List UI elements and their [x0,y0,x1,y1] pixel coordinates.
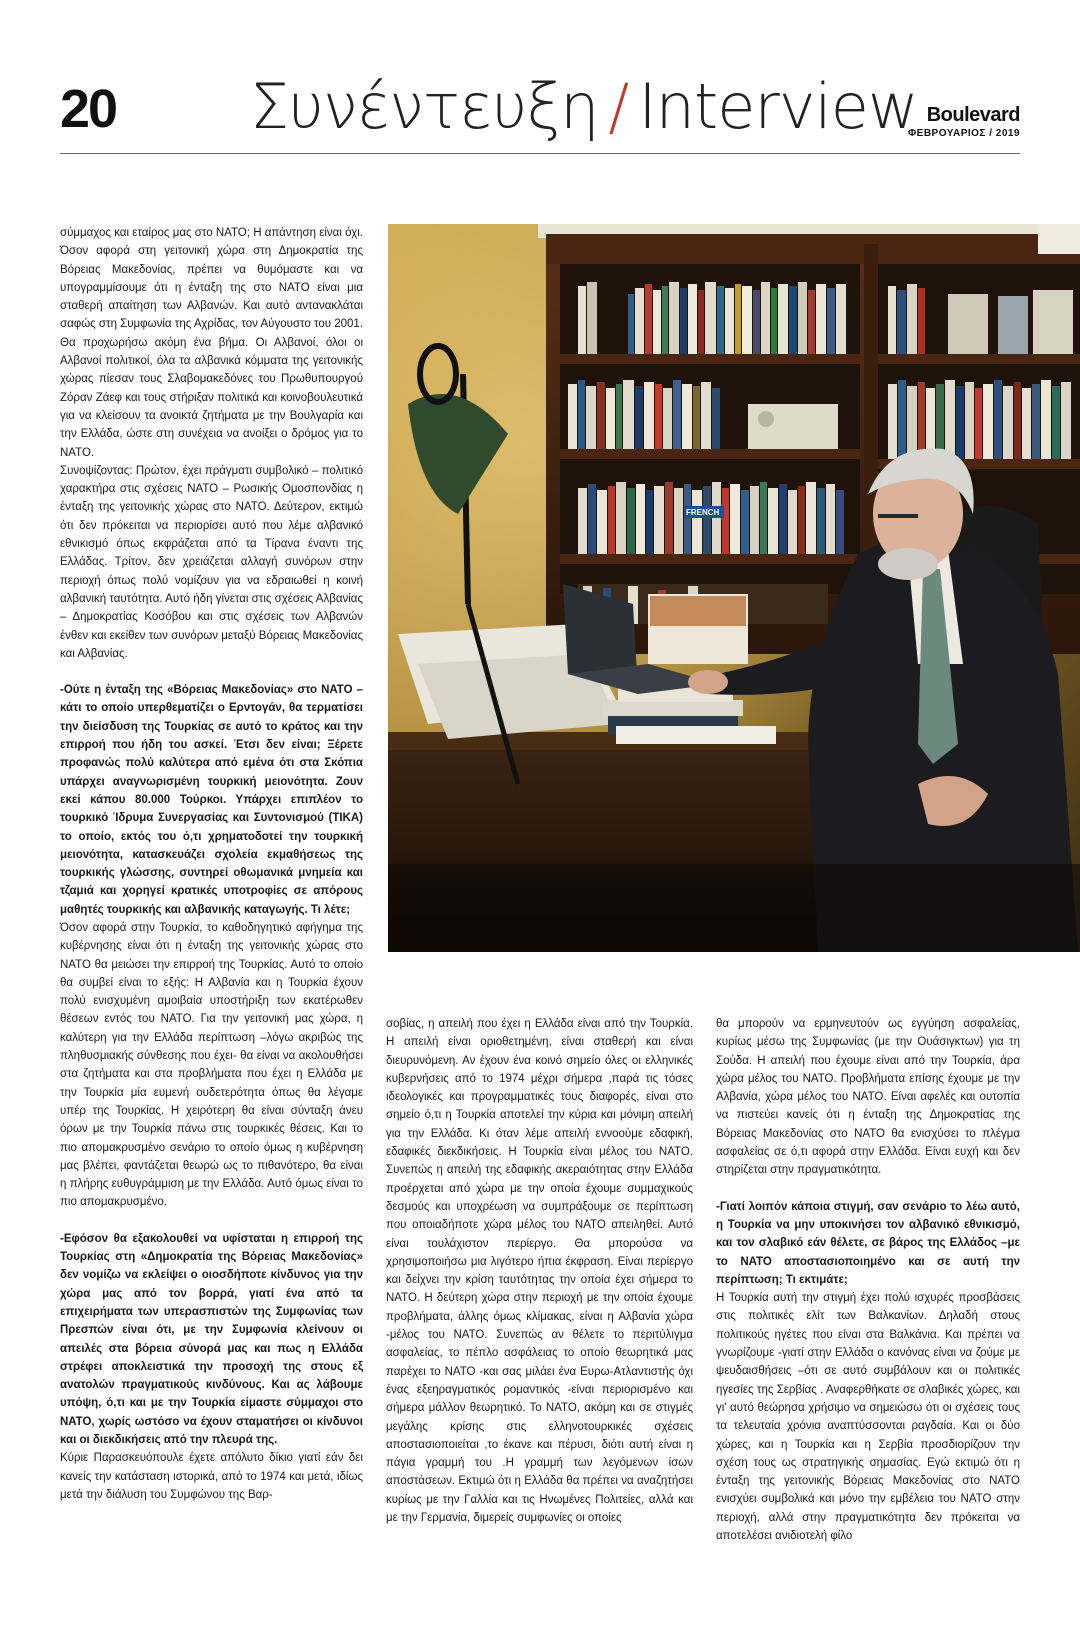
interview-answer: Κύριε Παρασκευόπουλε έχετε απόλυτο δίκιο γιατί εάν δει κανείς την κατάσταση ιστορικά, από το 1974 και μετά, ιδίως μετά την διάλυση του Συμφώνου της Βαρ- [60,1452,363,1501]
paragraph: Συνοψίζοντας: Πρώτον, έχει πράγματι συμβολικό – πολιτικό χαρακτήρα στις σχέσεις ΝΑΤΟ – Ρωσικής Ομοσπονδίας η ένταξη της γειτονικής χώρας στο ΝΑΤΟ. Δεύτερον, εκτιμώ ότι δεν πρόκειται να περιορίσει αυτό που λέμε αλβανικό εθνικισμό όπως εκφράζεται από τα Τίρανα έναντι της Ελλάδας. Τρίτον, δεν χρειάζεται αλλαγή συνόρων στην περιοχή όπως πολύ νομίζουν για να εδραιωθεί η κοινή αλβανική ταυτότητα. Αυτό ήδη γίνεται στις σχέσεις Αλβανίας – Δημοκρατίας Κοσόβου και στις σχέσεις των Αλβανών ένθεν και εκείθεν των συνόρων μεταξύ Βόρειας Μακεδονίας και Αλβανίας. [60,464,363,660]
section-title [250,70,918,143]
section-title-english: Interview [638,70,918,143]
section-title-greek: Συνέντευξη [250,70,599,143]
magazine-name: Boulevard [926,104,1020,126]
page-number: 20 [60,79,117,139]
book-spine-text: FRENCH [686,508,720,517]
paragraph: σύμμαχος και εταίρος μας στο ΝΑΤΟ; Η απάντηση είναι όχι. Όσον αφορά στη γειτονική χώρα στη Δημοκρατία της Βόρειας Μακεδονίας, πρέπει να θυμόμαστε και να υπογραμμίσουμε ότι η ένταξη της στο ΝΑΤΟ είναι μια σταθερή απαίτηση των Αλβανών. Και αυτό αντανακλάται σαφώς στη Συμφωνία της Αχρίδας, τον Αύγουστο του 2001. Θα προχωρήσω ακόμη ένα βήμα. Οι Αλβανοί, όλοι οι Αλβανοί πολιτικοί, όλα τα αλβανικά κόμματα της γειτονικής χώρας πίεσαν τους Σλαβομακεδόνες του Πρωθυπουργού Ζόραν Ζάεφ και τους στήριξαν πολιτικά και κοινοβουλευτικά για να κλείσουν τα ανοικτά ζητήματα με την Βουλγαρία και την Ελλάδα, ώστε στη συνέχεια να ανοίξει ο δρόμος για το ΝΑΤΟ. [60,227,363,459]
interview-question: -Εφόσον θα εξακολουθεί να υφίσταται η επιρροή της Τουρκίας στη «Δημοκρατία της Βόρειας Μακεδονίας» δεν νομίζω να εκλείψει ο οιοσδήποτε κίνδυνος για την χώρα μας από τον βορρά, γιατί ένα από τα επιχειρήματα των υπερασπιστών της Συμφωνίας των Πρεσπών είναι ότι, με την Συμφωνία κλείνουν οι απειλές στα βόρεια σύνορά μας και πως η Ελλάδα στρέφει αποκλειστικά την προσοχή της στους εξ ανατολών πραγματικούς κινδύνους. Και ας λάβουμε υπόψη, ό,τι και με την Τουρκία είμαστε σύμμαχοι στο ΝΑΤΟ, χωρίς ωστόσο να έχουν σταματήσει οι κίνδυνοι και οι διεκδικήσεις από την πλευρά της. [60,1232,363,1446]
interview-answer: Η Τουρκία αυτή την στιγμή έχει πολύ ισχυρές προσβάσεις στις πολιτικές ελίτ των Βαλκανίων. Δηλαδή στους πολιτικούς ηγέτες που είναι στα Βαλκάνια. Και πρέπει να γνωρίζουμε -γιατί στην Ελλάδα ο κανόνας είναι να ζούμε με ψευδαισθήσεις –ότι σε αυτό συμβάλουν και οι πολιτικές ηγεσίες της Σερβίας . Αναφερθήκατε σε σλαβικές χώρες, και γι' αυτό θεώρησα χρήσιμο να σημειώσω ότι οι σχέσεις τους τα τελευταία χρόνια αναπτύσσονται ραγδαία. Και οι δύο χώρες, και η Τουρκία και η Σερβία προσδιορίζουν την σχέση τους ως στρατηγικής σημασίας. Εγώ εκτιμώ ότι η ένταξη της γειτονικής Βόρειας Μακεδονίας στο ΝΑΤΟ ενισχύει συμβολικά και μόνο την εμβέλεια του ΝΑΤΟ στην περιοχή, αλλά στην πραγματικότητα δεν πρόκειται να αποτελέσει ανιδιοτελή φίλο [716,1292,1020,1543]
paragraph: θα μπορούν να ερμηνευτούν ως εγγύηση ασφαλείας, κυρίως μέσω της Συμφωνίας (με την Ουάσιγκτων) για τη Σούδα. Η απειλή που έχουμε είναι από την Τουρκία, άρα χώρα μέλος του ΝΑΤΟ. Προβλήματα επίσης έχουμε με την Αλβανία, χώρα μέλος του ΝΑΤΟ. Είναι αφελές και ουτοπία να πιστεύει κανείς ότι η ένταξη της Δημοκρατίας της Βόρειας Μακεδονίας στο ΝΑΤΟ θα ενισχύσει το πλέγμα ασφαλείας σε ό,τι αφορά στην Ελλάδα. Είναι ευχή και δεν στηρίζεται στην πραγματικότητα. [716,1018,1020,1177]
text-column-1 [60,224,363,1504]
interview-question: -Γιατί λοιπόν κάποια στιγμή, σαν σενάριο το λέω αυτό, η Τουρκία να μην υποκινήσει τον αλβανικό εθνικισμό, και τον σλαβικό εάν θέλετε, σε βάρος της Ελλάδος –με το ΝΑΤΟ αποστασιοποιημένο και σε αυτή την περίπτωση; Τι εκτιμάτε; [716,1200,1020,1286]
interview-photo [388,224,1080,952]
header-divider [60,153,1020,154]
masthead [908,104,1020,139]
text-column-3 [716,1015,1020,1545]
interview-question: -Ούτε η ένταξη της «Βόρειας Μακεδονίας» στο ΝΑΤΟ –κάτι το οποίο υπερθεματίζει ο Ερντογάν, θα τερματίσει την διείσδυση της Τουρκίας σε αυτό το κράτος και την επιρροή που ήδη του ασκεί. Έτσι δεν είναι; Ξέρετε προφανώς πολύ καλύτερα από εμένα ότι στα Σκόπια υπάρχει αναγνωρισμένη τουρκική μειονότητα. Ζουν εκεί κάπου 80.000 Τούρκοι. Υπάρχει επιπλέον το τουρκικό Ίδρυμα Συνεργασίας και Συντονισμού (TIKA) το οποίο, εκτός του ό,τι χρηματοδοτεί την τουρκική μειονότητα, κατασκευάζει σχολεία εκμαθήσεως της τουρκικής γλώσσης, συντηρεί οθωμανικά μνημεία και τζαμιά και χορηγεί κρατικές υποτροφίες σε απόρους μαθητές τουρκικής και αλβανικής καταγωγής. Τι λέτε; [60,684,363,916]
text-column-2 [386,1015,693,1527]
interview-answer: Όσον αφορά στην Τουρκία, το καθοδηγητικό αφήγημα της κυβέρνησης είναι ότι η ένταξη της γειτονικής χώρας στο ΝΑΤΟ θα μειώσει την επιρροή της Τουρκίας. Αυτό το οποίο θα συμβεί είναι το εξής: Η Αλβανία και η Τουρκία έχουν πολύ ενισχυμένη αμοιβαία υποστήριξη των εκατέρωθεν θέσεων εντός του ΝΑΤΟ. Για την γειτονική μας χώρα, η καλύτερη για την Ελλάδα περίπτωση –λόγω ακριβώς της πληθυσμιακής σύνθεσης που έχει- θα είναι να ακολουθήσει στα ζητήματα και στα προβλήματα που έχει η Ελλάδα με την Τουρκία μία ευμενή ουδετερότητα όπως θα λέγαμε υπέρ της Τουρκίας. Η χειρότερη θα είναι σύνταξη άνευ όρων με την Τουρκία πάνω στις τουρκικές θέσεις. Και το πιο απομακρυσμένο σενάριο το οποίο όμως η κυβέρνηση μας βλέπει, φαντάζεται θεωρώ ως το πιθανότερο, θα είναι η πλήρης ευθυγράμμιση με την Ελλάδα. Αυτό όμως είναι το πιο απομακρυσμένο. [60,921,363,1209]
paragraph: σοβίας, η απειλή που έχει η Ελλάδα είναι από την Τουρκία. Η απειλή είναι οριοθετημένη, είναι σταθερή και είναι διευρυνόμενη. Αν έχουν ένα κοινό σημείο όλες οι ελληνικές κυβερνήσεις από το 1974 μέχρι σήμερα ,παρά τις τόσες ιδεολογικές και προγραμματικές τους διαφορές, είναι στο σημείο ό,τι η Τουρκία αποτελεί την κύρια και μόνιμη απειλή για την Ελλάδα. Κι όταν λέμε απειλή εννοούμε εδαφική, εδαφικές διεκδικήσεις. Η Τουρκία είναι μέλος του ΝΑΤΟ. Συνεπώς η απειλή της εδαφικής ακεραιότητας στην Ελλάδα προέρχεται από χώρα με την οποία έχουμε συμμαχικούς δεσμούς και υποχρέωση να συμπράξουμε σε περίπτωση που οποιαδήποτε χώρα μέλος του ΝΑΤΟ απειληθεί. Αυτό είναι τουλάχιστον περίεργο. Θα μπορούσα να χρησιμοποιήσω μια λιγότερο ήπια έκφραση. Είναι περίεργο και δείχνει την κρίση ταυτότητας την οποία έχει σήμερα το ΝΑΤΟ. Η δεύτερη χώρα στην περιοχή με την οποία έχουμε προβλήματα, άλλης όμως κλίμακας, είναι η Αλβανία χώρα -μέλος του ΝΑΤΟ. Συνεπώς αν θέλετε το περιτύλιγμα ασφαλείας, το πέπλο ασφάλειας το οποίο θεωρητικά μας παρέχει το ΝΑΤΟ -και σας μιλάει ένα Ευρω-Ατλαντιστής όχι ένας εξεηραγματικός ρομαντικός -είναι περιορισμένο και σήμερα μάλλον θεωρητικό. Το ΝΑΤΟ, ακόμη και σε στιγμές μεγάλης κρίσης στις ελληνοτουρκικές σχέσεις αποστασιοποιείται ,το έκανε και πέρυσι, διότι αυτή είναι η πάγια γραμμή του .Η γραμμή των λεγόμενων ίσων αποστάσεων. Εκτιμώ ότι η Ελλάδα θα πρέπει να αναζητήσει κυρίως με την Γαλλία και τις Ηνωμένες Πολιτείες, αλλά και με την Γερμανία, διμερείς συμφωνίες οι οποίες [386,1018,693,1525]
section-title-slash: / [608,70,629,143]
issue-date: ΦΕΒΡΟΥΑΡΙΟΣ / 2019 [907,128,1020,139]
